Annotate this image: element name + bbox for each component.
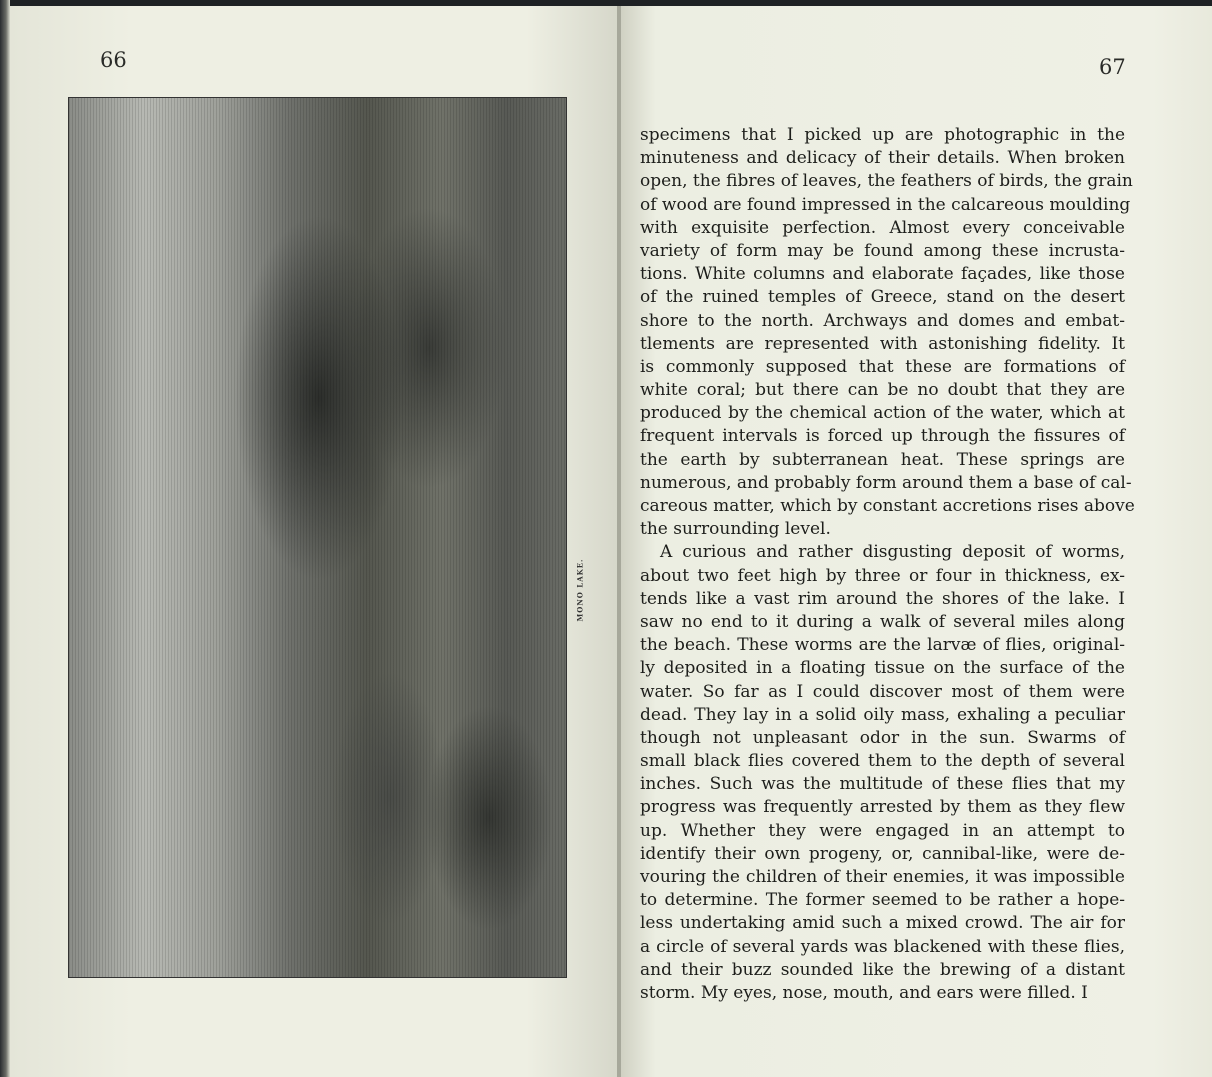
text-line: variety of form may be found among these incrusta-	[640, 240, 1125, 261]
text-line: and their buzz sounded like the brewing of a distant	[640, 959, 1125, 980]
book-gutter	[617, 6, 621, 1077]
text-line: inches. Such was the multitude of these flies that my	[640, 774, 1125, 795]
text-line: less undertaking amid such a mixed crowd. The air for	[640, 913, 1125, 934]
text-line: storm. My eyes, nose, mouth, and ears were filled. I	[640, 982, 1088, 1003]
mono-lake-engraving	[68, 97, 567, 978]
text-line: of wood are found impressed in the calcareous moulding	[640, 194, 1131, 215]
book-spine-edge	[0, 0, 10, 1077]
page-number-left: 66	[100, 48, 127, 72]
illustration-caption: MONO LAKE.	[575, 558, 585, 622]
text-line: tends like a vast rim around the shores of the lake. I	[640, 588, 1125, 609]
text-line: open, the fibres of leaves, the feathers of birds, the grain	[640, 171, 1133, 192]
text-line: shore to the north. Archways and domes and embat-	[640, 310, 1125, 331]
text-line: minuteness and delicacy of their details. When broken	[640, 148, 1125, 169]
text-line: though not unpleasant odor in the sun. Swarms of	[640, 727, 1125, 748]
text-line: small black flies covered them to the depth of several	[640, 751, 1125, 772]
text-line: the beach. These worms are the larvæ of flies, original-	[640, 635, 1125, 656]
text-line: up. Whether they were engaged in an attempt to	[640, 820, 1125, 841]
text-line: tions. White columns and elaborate façades, like those	[640, 264, 1125, 285]
text-line: dead. They lay in a solid oily mass, exhaling a peculiar	[640, 704, 1125, 725]
text-line: to determine. The former seemed to be rather a hope-	[640, 890, 1125, 911]
text-line: is commonly supposed that these are formations of	[640, 356, 1125, 377]
text-line: vouring the children of their enemies, it was impossible	[640, 867, 1125, 887]
text-line: a circle of several yards was blackened with these flies,	[640, 936, 1125, 957]
text-line: identify their own progeny, or, cannibal-like, were de-	[640, 843, 1125, 864]
body-text	[640, 124, 1135, 1005]
text-line: produced by the chemical action of the water, which at	[640, 403, 1125, 424]
text-line: saw no end to it during a walk of several miles along	[640, 611, 1125, 632]
text-line: numerous, and probably form around them a base of cal-	[640, 472, 1132, 493]
text-line: frequent intervals is forced up through the fissures of	[640, 426, 1125, 447]
text-line: ly deposited in a floating tissue on the surface of the	[640, 658, 1125, 679]
text-line: about two feet high by three or four in thickness, ex-	[640, 565, 1125, 586]
text-line: tlements are represented with astonishing fidelity. It	[640, 333, 1125, 354]
text-line: of the ruined temples of Greece, stand on the desert	[640, 287, 1125, 308]
text-line: progress was frequently arrested by them as they flew	[640, 797, 1125, 818]
text-line: with exquisite perfection. Almost every conceivable	[640, 217, 1125, 238]
text-line: water. So far as I could discover most of them were	[640, 681, 1125, 702]
text-line: careous matter, which by constant accretions rises above	[640, 496, 1135, 516]
text-line: A curious and rather disgusting deposit of worms,	[660, 542, 1125, 563]
text-line: specimens that I picked up are photographic in the	[640, 125, 1125, 145]
text-line: the earth by subterranean heat. These springs are	[640, 449, 1125, 470]
text-line: the surrounding level.	[640, 519, 831, 540]
page-number-right: 67	[1099, 55, 1126, 79]
text-line: white coral; but there can be no doubt that they are	[640, 380, 1125, 401]
